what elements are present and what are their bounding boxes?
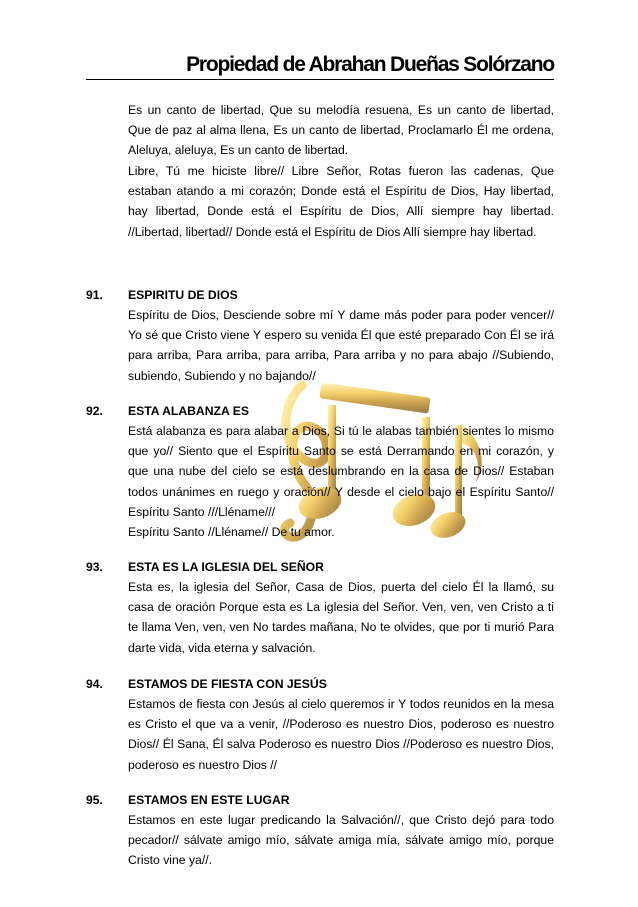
- song-title: ESTA ES LA IGLESIA DEL SEÑOR: [128, 560, 324, 574]
- song-title: ESTA ALABANZA ES: [128, 404, 249, 418]
- song-title: ESPIRITU DE DIOS: [128, 288, 238, 302]
- song-number: 92.: [86, 404, 103, 418]
- song-lyrics: Estamos en este lugar predicando la Salvación//, que Cristo dejó para todo pecador// sálvate amigo mío, sálvate amiga mía, sálvate amigo mío, porque Cristo vine ya//.: [128, 813, 554, 868]
- header-rule: [86, 79, 554, 80]
- song-title: ESTAMOS EN ESTE LUGAR: [128, 793, 290, 807]
- song-lyrics-closing: Espíritu Santo //Lléname// De tu amor.: [128, 525, 335, 539]
- song-lyrics: Estamos de fiesta con Jesús al cielo queremos ir Y todos reunidos en la mesa es Cristo el que va a venir, //Poderoso es nuestro Dios, poderoso es nuestro Dios// Él Sana, Él salva Poderoso es nuestro Dios //Poderoso es nuestro Dios, poderoso es nuestro Dios //: [128, 697, 554, 772]
- song-number: 95.: [86, 793, 103, 807]
- song-lyrics: Espíritu de Dios, Desciende sobre mí Y dame más poder para poder vencer// Yo sé que Cristo viene Y espero su venida Él que esté preparado Con Él se irá para arriba, Para arriba, para arriba, Para arriba y no para abajo //Subiendo, subiendo, Subiendo y no bajando//: [128, 308, 554, 383]
- header-title: Propiedad de Abrahan Dueñas Solórzano: [186, 53, 554, 76]
- intro-paragraph-2: Libre, Tú me hiciste libre// Libre Señor, Rotas fueron las cadenas, Que estaban atando a mi corazón; Donde está el Espíritu de Dios, Hay libertad, hay libertad, Donde está el Espíritu de Dios, Allí siempre hay libertad. //Libertad, libertad// Donde está el Espíritu de Dios Allí siempre hay libertad.: [128, 164, 554, 239]
- page-header: [0, 0, 638, 80]
- song-lyrics: Está alabanza es para alabar a Dios, Si tú le alabas también sientes lo mismo que yo// Siento que el Espíritu Santo se está Derramando en mi corazón, y que una nube del cielo se está deslumbrando en la casa de Dios// Estaban todos unánimes en ruego y oración// Y desde el cielo bajo el Espíritu Santo// Espíritu Santo ///Lléname///: [128, 424, 554, 519]
- song-lyrics: Esta es, la iglesia del Señor, Casa de Dios, puerta del cielo Él la llamó, su casa de oración Porque esta es La iglesia del Señor. Ven, ven, ven Cristo a ti te llama Ven, ven, ven No tardes mañana, No te olvides, que por ti murió Para darte vida, vida eterna y salvación.: [128, 580, 554, 655]
- intro-paragraph-1: Es un canto de libertad, Que su melodía resuena, Es un canto de libertad, Que de paz al alma llena, Es un canto de libertad, Proclamarlo Él me ordena, Aleluya, aleluya, Es un canto de libertad.: [128, 103, 554, 158]
- song-number: 94.: [86, 677, 103, 691]
- song-number: 93.: [86, 560, 103, 574]
- song-title: ESTAMOS DE FIESTA CON JESÚS: [128, 677, 327, 691]
- song-number: 91.: [86, 288, 103, 302]
